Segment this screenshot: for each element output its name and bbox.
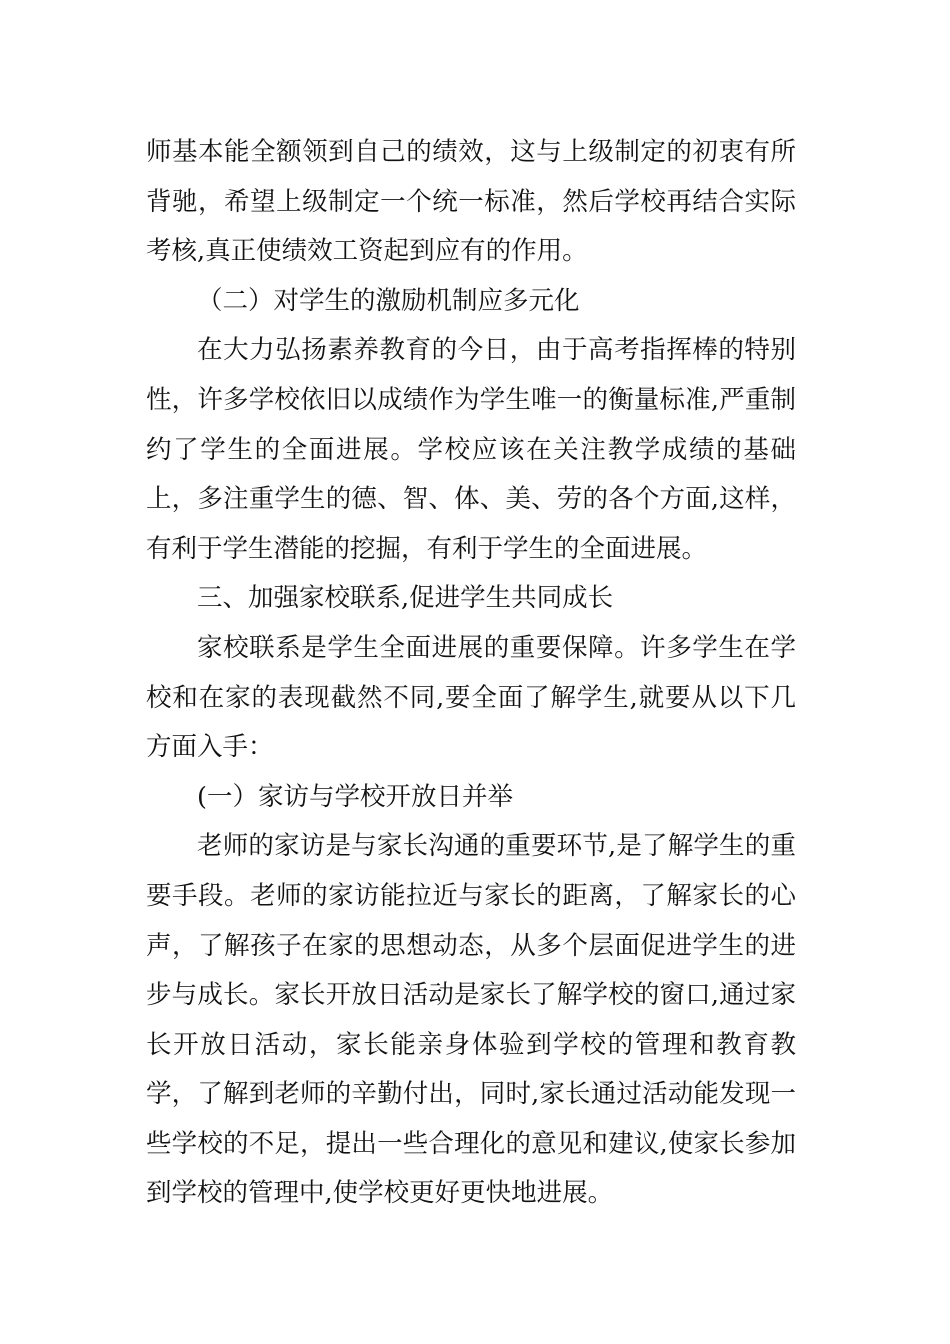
- body-paragraph: 老师的家访是与家长沟通的重要环节,是了解学生的重要手段。老师的家访能拉近与家长的距离，了解家长的心声，了解孩子在家的思想动态，从多个层面促进学生的进步与成长。家长开放日活动是家长了解学校的窗口,通过家长开放日活动，家长能亲身体验到学校的管理和教育教学，了解到老师的辛勤付出，同时,家长通过活动能发现一些学校的不足，提出一些合理化的意见和建议,使家长参加到学校的管理中,使学校更好更快地进展。: [146, 831, 796, 1209]
- document-page: [146, 128, 796, 1219]
- body-paragraph-continuation: 师基本能全额领到自己的绩效，这与上级制定的初衷有所背驰，希望上级制定一个统一标准，然后学校再结合实际考核,真正使绩效工资起到应有的作用。: [146, 137, 796, 267]
- section-heading-home-school: 三、加强家校联系,促进学生共同成长: [197, 583, 614, 614]
- body-paragraph: 在大力弘扬素养教育的今日，由于高考指挥棒的特别性，许多学校依旧以成绩作为学生唯一的衡量标准,严重制约了学生的全面进展。学校应该在关注教学成绩的基础上，多注重学生的德、智、体、美、劳的各个方面,这样，有利于学生潜能的挖掘，有利于学生的全面进展。: [146, 335, 796, 564]
- body-paragraph: 家校联系是学生全面进展的重要保障。许多学生在学校和在家的表现截然不同,要全面了解学生,就要从以下几方面入手：: [146, 632, 796, 763]
- section-heading-home-visit: (一）家访与学校开放日并举: [197, 781, 513, 812]
- section-heading-student-incentive: （二）对学生的激励机制应多元化: [197, 285, 580, 316]
